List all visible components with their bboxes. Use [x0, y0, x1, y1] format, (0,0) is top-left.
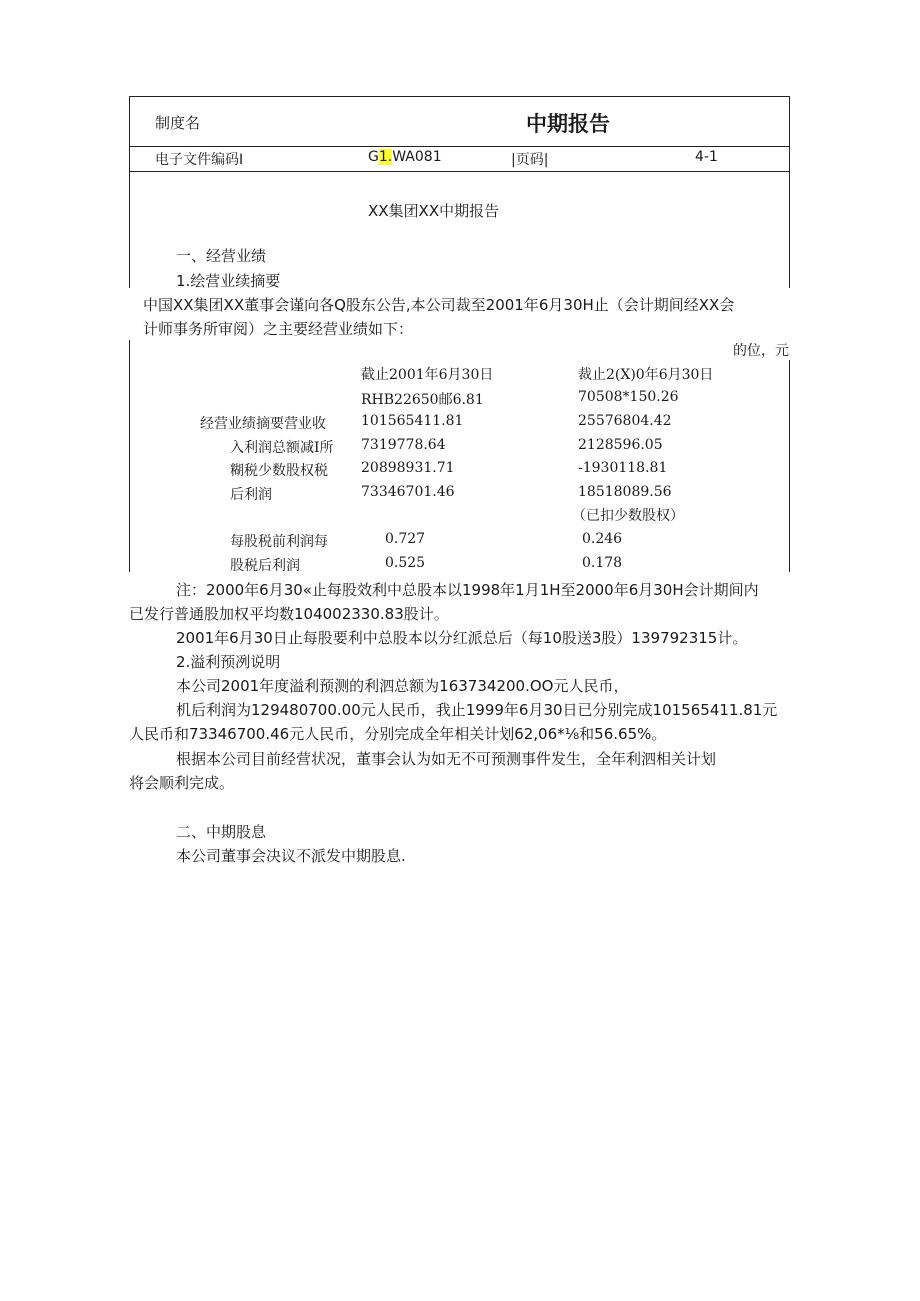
row-value-total-profit-2001: 7319778.64	[361, 437, 446, 453]
section-heading-dividend: 二、中期股息	[176, 823, 267, 841]
subheading-forecast: 2.溢利预冽说明	[176, 653, 281, 671]
minority-deducted-note: （已扣少数股权）	[572, 508, 684, 524]
page-label: |页码|	[511, 152, 549, 168]
code-label: 电子文件编码I	[155, 152, 244, 168]
page-number: 4-1	[695, 149, 718, 165]
dividend-paragraph: 本公司董事会决议不派发中期股息.	[176, 847, 406, 865]
frame-right-border	[789, 96, 790, 288]
note-1-line-1: 注：2000年6月30«止每股效利中总股本以1998年1月1H至2000年6月30H会计期间内	[176, 581, 759, 599]
forecast-paragraph-2-line-1: 机后利润为129480700.00元人民币，我止1999年6月30日已分别完成101565411.81元	[176, 701, 778, 719]
row-value-net-profit-2000: 18518089.56	[578, 484, 672, 500]
file-code-prefix: G	[368, 149, 379, 165]
row-value-revenue-2001: 101565411.81	[361, 413, 464, 429]
row-value-revenue-2000: 25576804.42	[578, 413, 672, 429]
forecast-paragraph-1: 本公司2001年度溢利预测的利泗总额为163734200.OO元人民币，	[176, 677, 629, 695]
column-subheader-2001: RHB22650邮6.81	[361, 392, 484, 408]
subheading-summary: 1.绘营业续摘要	[176, 272, 281, 290]
report-title: 中期报告	[526, 112, 610, 136]
forecast-paragraph-2-line-2: 人民币和73346700.46元人民币，分别完成全年相关计划62,06*⅛和56.65%。	[129, 725, 667, 743]
row-value-eps-pretax-2001: 0.727	[385, 531, 426, 547]
column-header-2000: 裁止2(X)0年6月30日	[578, 367, 714, 383]
row-label-revenue: 经营业绩摘要营业收	[200, 416, 326, 432]
column-subheader-2000: 70508*150.26	[578, 389, 679, 405]
row-value-minority-2001: 20898931.71	[361, 460, 455, 476]
row-value-minority-2000: -1930118.81	[578, 460, 668, 476]
row-label-eps-aftertax: 股税后利润	[230, 558, 300, 574]
intro-line-1: 中国XX集团XX董事会谨向各Q股东公告,本公司裁至2001年6月30H止（会计期间经XX会	[143, 296, 735, 314]
file-code-suffix: WA081	[392, 149, 442, 165]
forecast-paragraph-3-line-2: 将会顺利完成。	[129, 774, 235, 792]
intro-line-2: 计师事务所审阅）之主要经营业绩如下：	[143, 320, 414, 338]
header-bottom-rule	[129, 171, 790, 172]
header-mid-rule	[129, 146, 790, 147]
forecast-paragraph-3-line-1: 根据本公司目前经营状况，董事会认为如无不可预测事件发生，全年利泗相关计划	[176, 750, 717, 768]
file-code-highlight: 1.	[378, 149, 393, 165]
section-heading-performance: 一、经营业绩	[176, 247, 267, 265]
row-value-eps-pretax-2000: 0.246	[582, 531, 623, 547]
header-top-rule	[129, 96, 790, 97]
row-label-eps-pretax: 每股税前利润每	[230, 534, 328, 550]
table-right-border	[789, 360, 790, 572]
unit-label: 的位，元	[733, 343, 789, 359]
row-label-net-profit: 后利润	[230, 487, 272, 503]
table-left-border	[129, 340, 130, 572]
row-value-net-profit-2001: 73346701.46	[361, 484, 455, 500]
row-value-eps-aftertax-2000: 0.178	[582, 555, 623, 571]
frame-left-border	[129, 96, 130, 288]
row-value-total-profit-2000: 2128596.05	[578, 437, 663, 453]
row-label-total-profit: 入利润总额减I所	[230, 440, 334, 456]
note-1-line-2: 已发行普通股加权平均数104002330.83股计。	[129, 605, 449, 623]
row-label-minority: 糊税少数股权税	[230, 463, 328, 479]
doc-title: XX集团XX中期报告	[368, 202, 500, 220]
name-label: 制度名	[155, 114, 201, 132]
row-value-eps-aftertax-2001: 0.525	[385, 555, 426, 571]
column-header-2001: 截止2001年6月30日	[361, 367, 494, 383]
note-2: 2001年6月30日止每股要利中总股本以分红派总后（每10股送3股）139792315计。	[176, 629, 748, 647]
file-code	[368, 149, 442, 165]
